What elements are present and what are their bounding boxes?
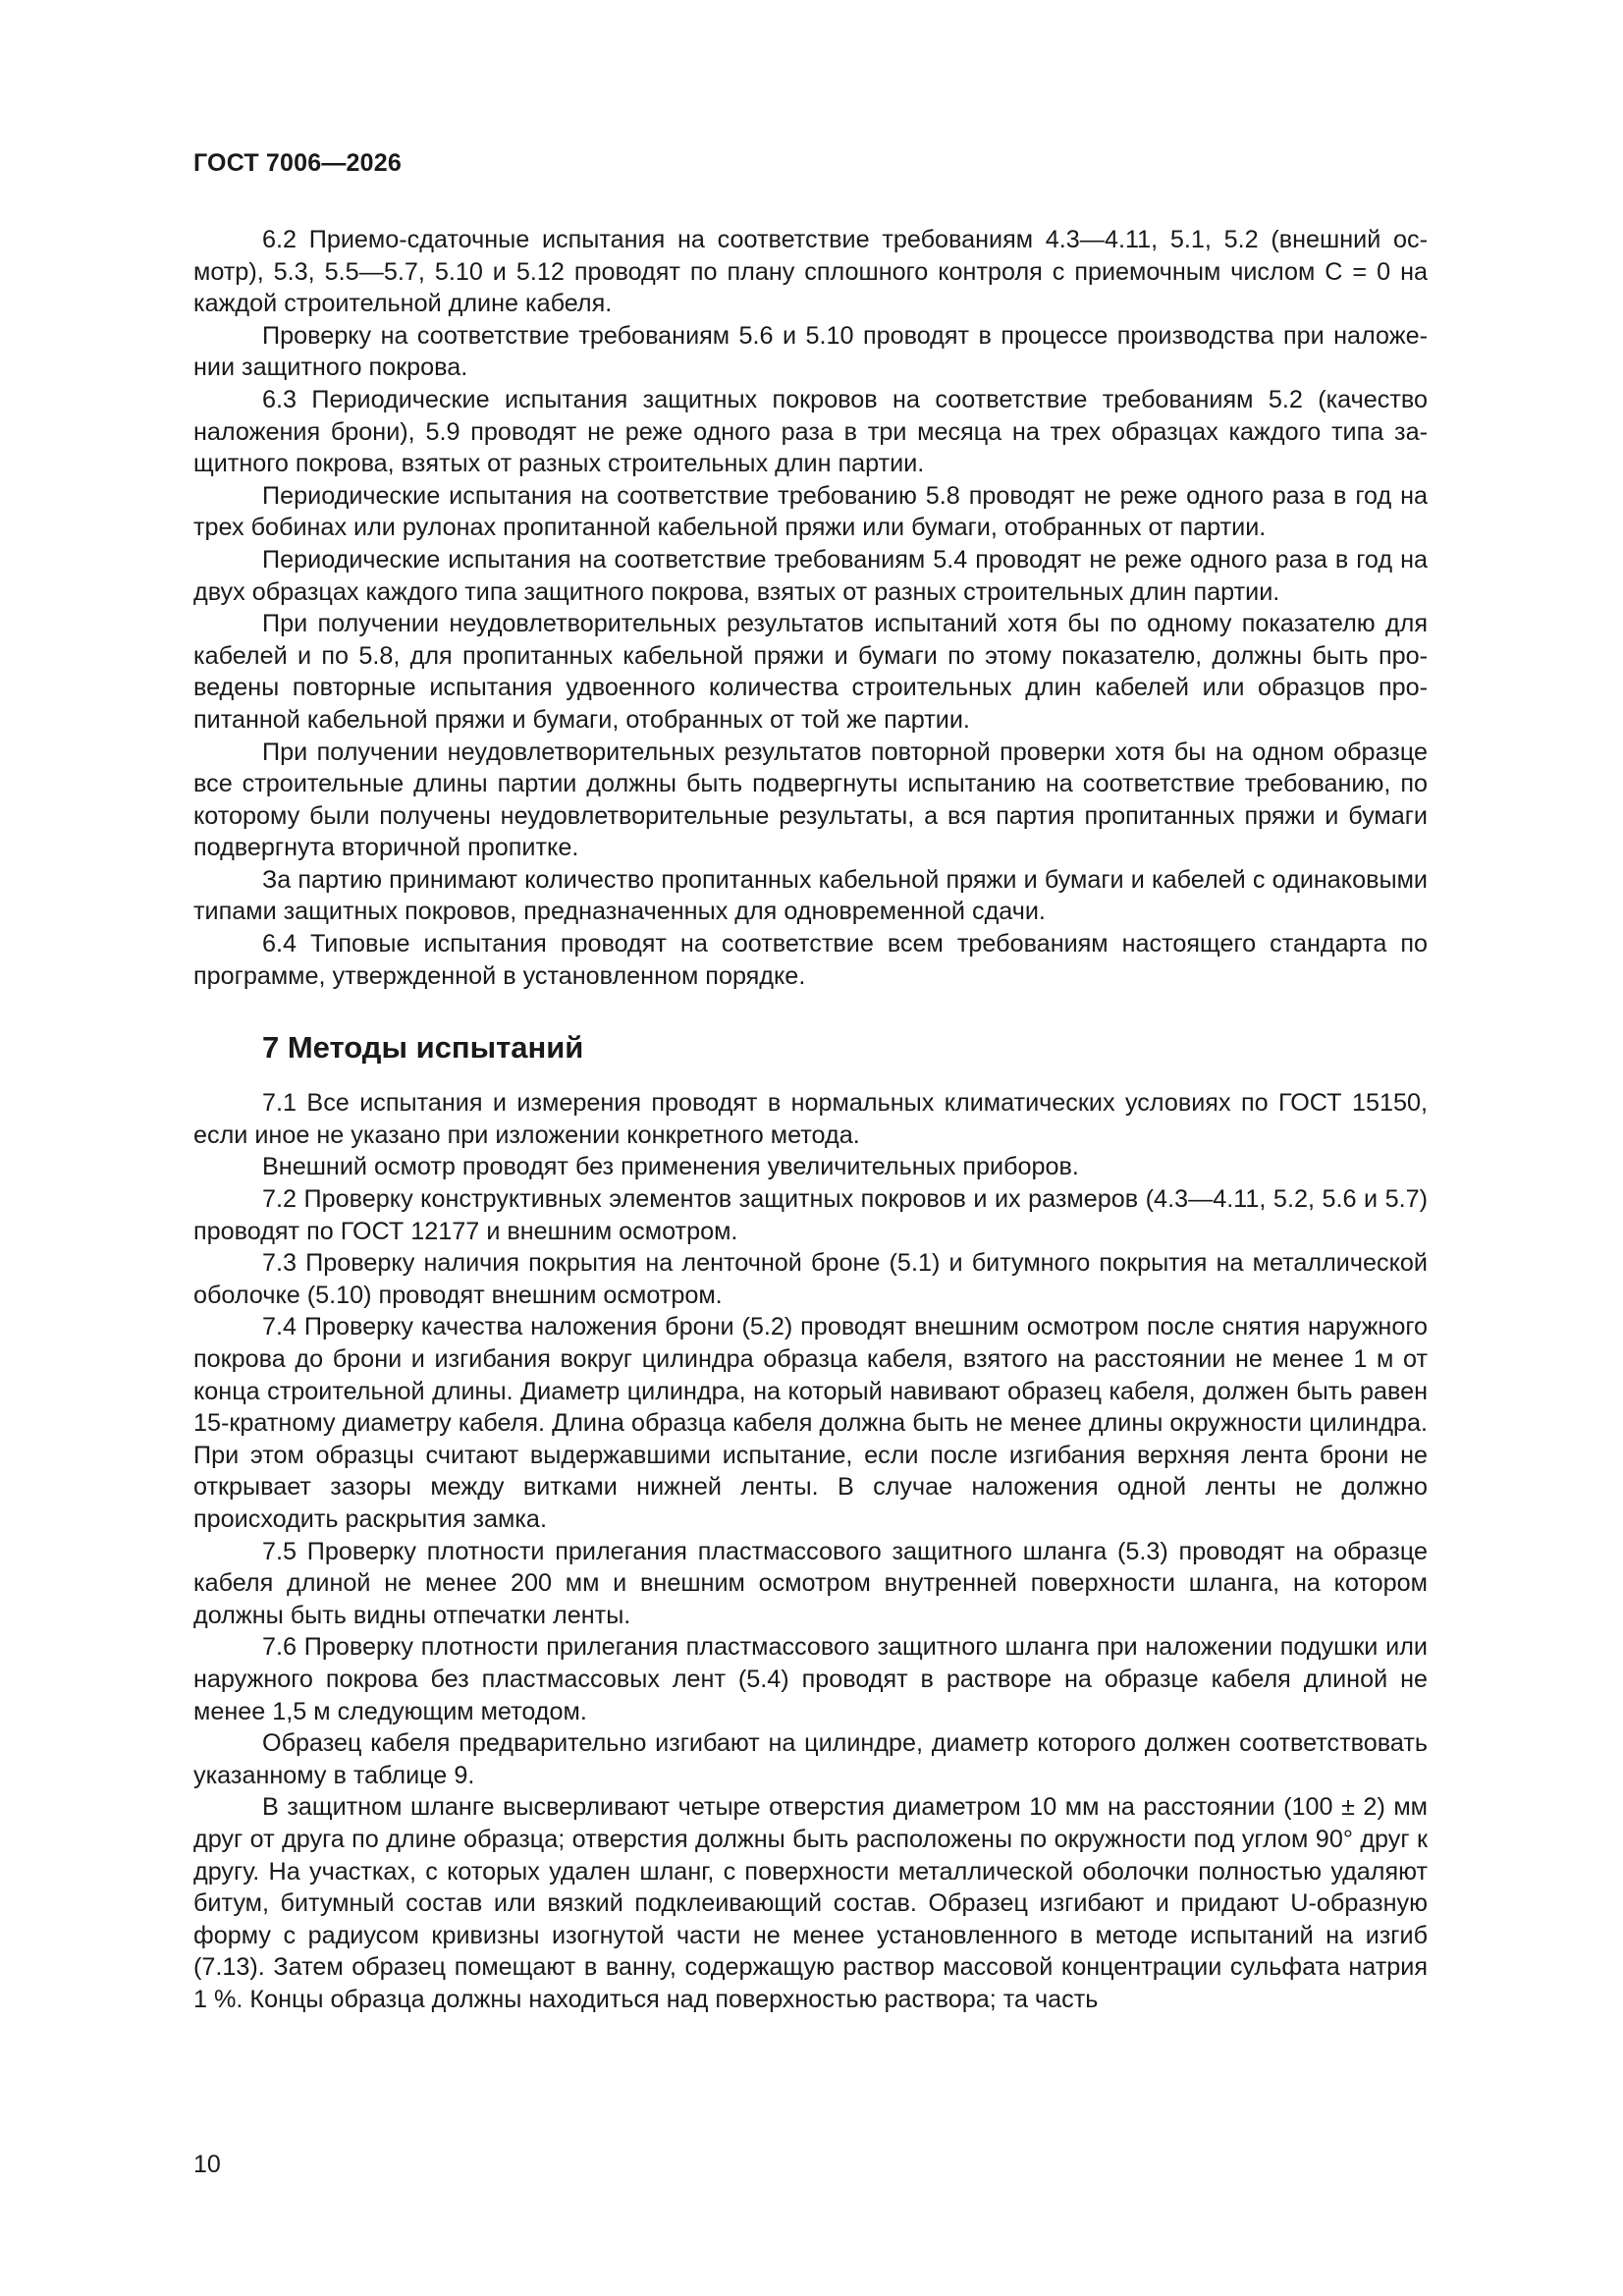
paragraph: При получении неудовлетворительных результатов испытаний хотя бы по одному показателю для кабелей и по 5.8, для пропитанных кабельной пряжи и бумаги по этому показателю, должны быть проведены повторные испытания удвоенного количества строительных длин кабелей или образцов пропитанной кабельной пряжи и бумаги, отобранных от той же партии. [193,610,1428,734]
paragraph-6-2: 6.2 Приемо-сдаточные испытания на соответствие требованиям 4.3—4.11, 5.1, 5.2 (внешний осмотр), 5.3, 5.5—5.7, 5.10 и 5.12 проводят по плану сплошного контроля с приемочным числом C = 0 на каждой строительной длине кабеля. [193,226,1428,318]
paragraph: Внешний осмотр проводят без применения увеличительных приборов. [262,1153,1079,1181]
paragraph: При получении неудовлетворительных результатов повторной проверки хотя бы на одном образце все строительные длины партии должны быть подвергнуты испытанию на соответствие требованию, по которому были получены неудовлетворительные результаты, а вся партия пропитанных пряжи и бумаги подвергнута вторичной пропитке. [193,738,1428,862]
paragraph: Периодические испытания на соответствие требованиям 5.4 проводят не реже одного раза в год на двух образцах каждого типа защитного покрова, взятых от разных строительных длин партии. [193,545,1428,606]
document-body [193,224,1428,2015]
paragraph-7-3: 7.3 Проверку наличия покрытия на ленточной броне (5.1) и битумного покрытия на металлической оболочке (5.10) проводят внешним осмотром. [193,1249,1428,1309]
section-heading-7: 7 Методы испытаний [262,1030,584,1066]
standard-header: ГОСТ 7006—2026 [193,149,402,177]
paragraph: В защитном шланге высверливают четыре отверстия диаметром 10 мм на расстоянии (100 ± 2) мм друг от друга по длине образца; отверстия должны быть расположены по окружности под углом 90° друг к другу. На участках, с которых удален шланг, с поверхности металлической оболочки полностью удаляют битум, битумный состав или вязкий подклеивающий состав. Образец изгибают и придают U-образную форму с радиусом кривизны изогнутой части не менее установленного в методе испытаний на изгиб (7.13). Затем образец помещают в ванну, содержащую раствор массовой концентрации сульфата натрия 1 %. Концы образца должны находиться над поверхностью раствора; та часть [193,1793,1428,2013]
paragraph-6-4: 6.4 Типовые испытания проводят на соответствие всем требованиям настоящего стандарта по программе, утвержденной в установленном порядке. [193,930,1428,990]
paragraph-6-3: 6.3 Периодические испытания защитных покровов на соответствие требованиям 5.2 (качество наложения брони), 5.9 проводят не реже одного раза в три месяца на трех образцах каждого типа защитного покрова, взятых от разных строительных длин партии. [193,385,1428,478]
paragraph: За партию принимают количество пропитанных кабельной пряжи и бумаги и кабелей с одинаковыми типами защитных покровов, предназначенных для одновременной сдачи. [193,865,1428,926]
paragraph-7-4: 7.4 Проверку качества наложения брони (5.2) проводят внешним осмотром после снятия наружного покрова до брони и изгибания вокруг цилиндра образца кабеля, взятого на расстоянии не менее 1 м от конца строительной длины. Диаметр цилиндра, на который навивают образец кабеля, должен быть равен 15-кратному диаметру кабеля. Длина образца кабеля должна быть не менее длины окружности цилиндра. При этом образцы считают выдержавшими испытание, если после изгибания верхняя лента брони не открывает зазоры между витками нижней ленты. В случае наложения одной ленты не должно происходить раскрытия замка. [193,1313,1428,1533]
paragraph-7-1: 7.1 Все испытания и измерения проводят в нормальных климатических условиях по ГОСТ 15150, если иное не указано при изложении конкретного метода. [193,1089,1428,1149]
page-number: 10 [193,2151,221,2178]
paragraph-7-5: 7.5 Проверку плотности прилегания пластмассового защитного шланга (5.3) проводят на образце кабеля длиной не менее 200 мм и внешним осмотром внутренней поверхности шланга, на котором должны быть видны отпечатки ленты. [193,1537,1428,1629]
paragraph: Образец кабеля предварительно изгибают на цилиндре, диаметр которого должен соответствовать указанному в таблице 9. [193,1729,1428,1789]
paragraph-7-2: 7.2 Проверку конструктивных элементов защитных покровов и их размеров (4.3—4.11, 5.2, 5.6 и 5.7) проводят по ГОСТ 12177 и внешним осмотром. [193,1185,1428,1245]
paragraph-7-6: 7.6 Проверку плотности прилегания пластмассового защитного шланга при наложении подушки или наружного покрова без пластмассовых лент (5.4) проводят в растворе на образце кабеля длиной не менее 1,5 м следующим методом. [193,1633,1428,1725]
paragraph: Проверку на соответствие требованиям 5.6 и 5.10 проводят в процессе производства при наложении защитного покрова. [193,321,1428,382]
paragraph: Периодические испытания на соответствие требованию 5.8 проводят не реже одного раза в год на трех бобинах или рулонах пропитанной кабельной пряжи или бумаги, отобранных от партии. [193,481,1428,542]
